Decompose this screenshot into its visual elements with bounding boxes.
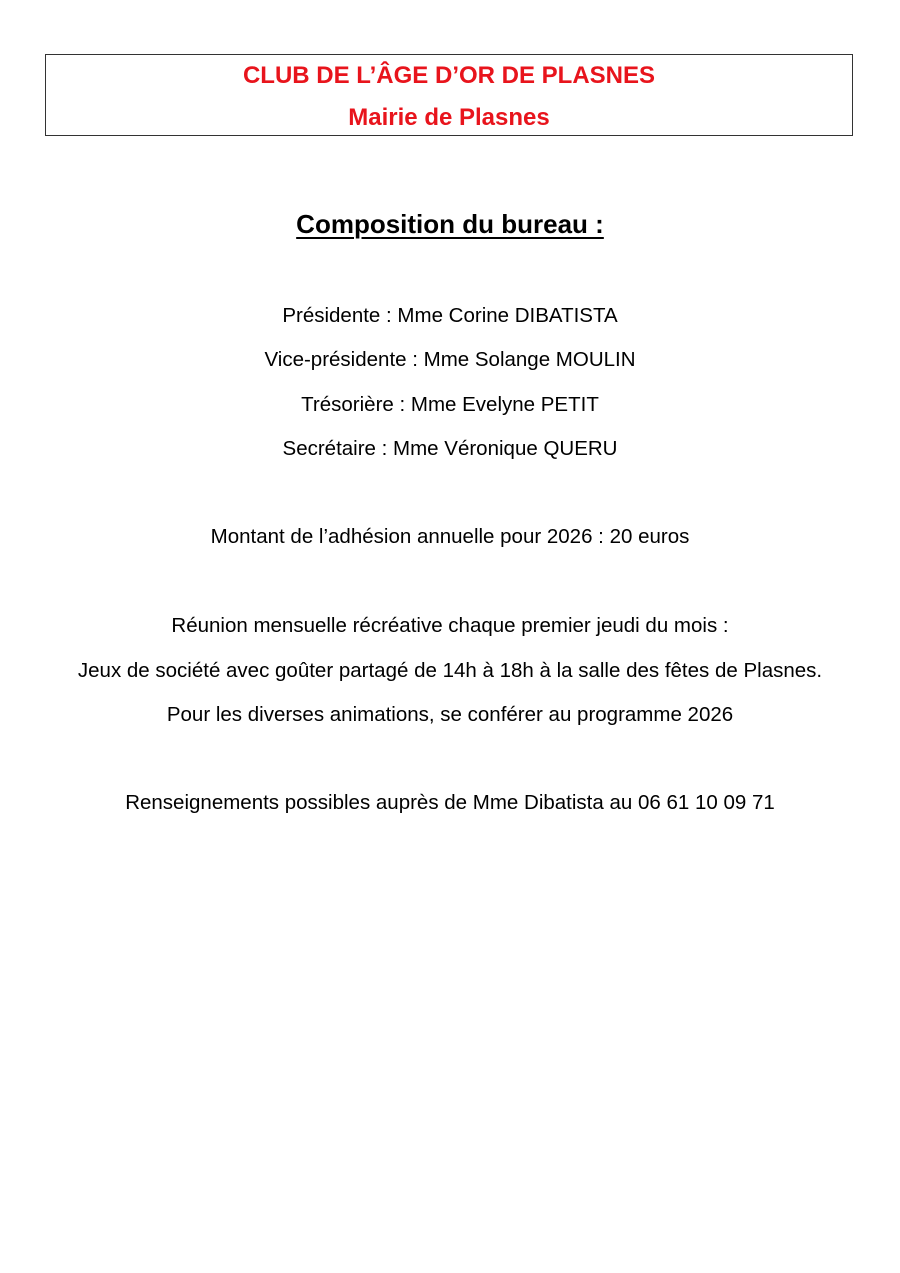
reunion-line-3: Pour les diverses animations, se conférer au programme 2026 xyxy=(166,703,734,726)
member-secretary: Secrétaire : Mme Véronique QUERU xyxy=(282,437,618,460)
bureau-title: Composition du bureau : xyxy=(296,209,604,239)
club-name: CLUB DE L’ÂGE D’OR DE PLASNES xyxy=(242,62,656,89)
member-treasurer: Trésorière : Mme Evelyne PETIT xyxy=(301,393,599,416)
adhesion-amount: Montant de l’adhésion annuelle pour 2026 : 20 euros xyxy=(210,525,690,548)
reunion-line-1: Réunion mensuelle récréative chaque premier jeudi du mois : xyxy=(171,614,729,637)
contact-info: Renseignements possibles auprès de Mme Dibatista au 06 61 10 09 71 xyxy=(125,791,775,814)
member-president: Présidente : Mme Corine DIBATISTA xyxy=(282,304,618,327)
mairie-name: Mairie de Plasnes xyxy=(348,104,550,131)
bureau-title-wrapper xyxy=(0,208,900,240)
header-box xyxy=(45,54,853,136)
member-vice-president: Vice-présidente : Mme Solange MOULIN xyxy=(264,348,636,371)
reunion-line-2: Jeux de société avec goûter partagé de 14h à 18h à la salle des fêtes de Plasnes. xyxy=(77,659,823,682)
